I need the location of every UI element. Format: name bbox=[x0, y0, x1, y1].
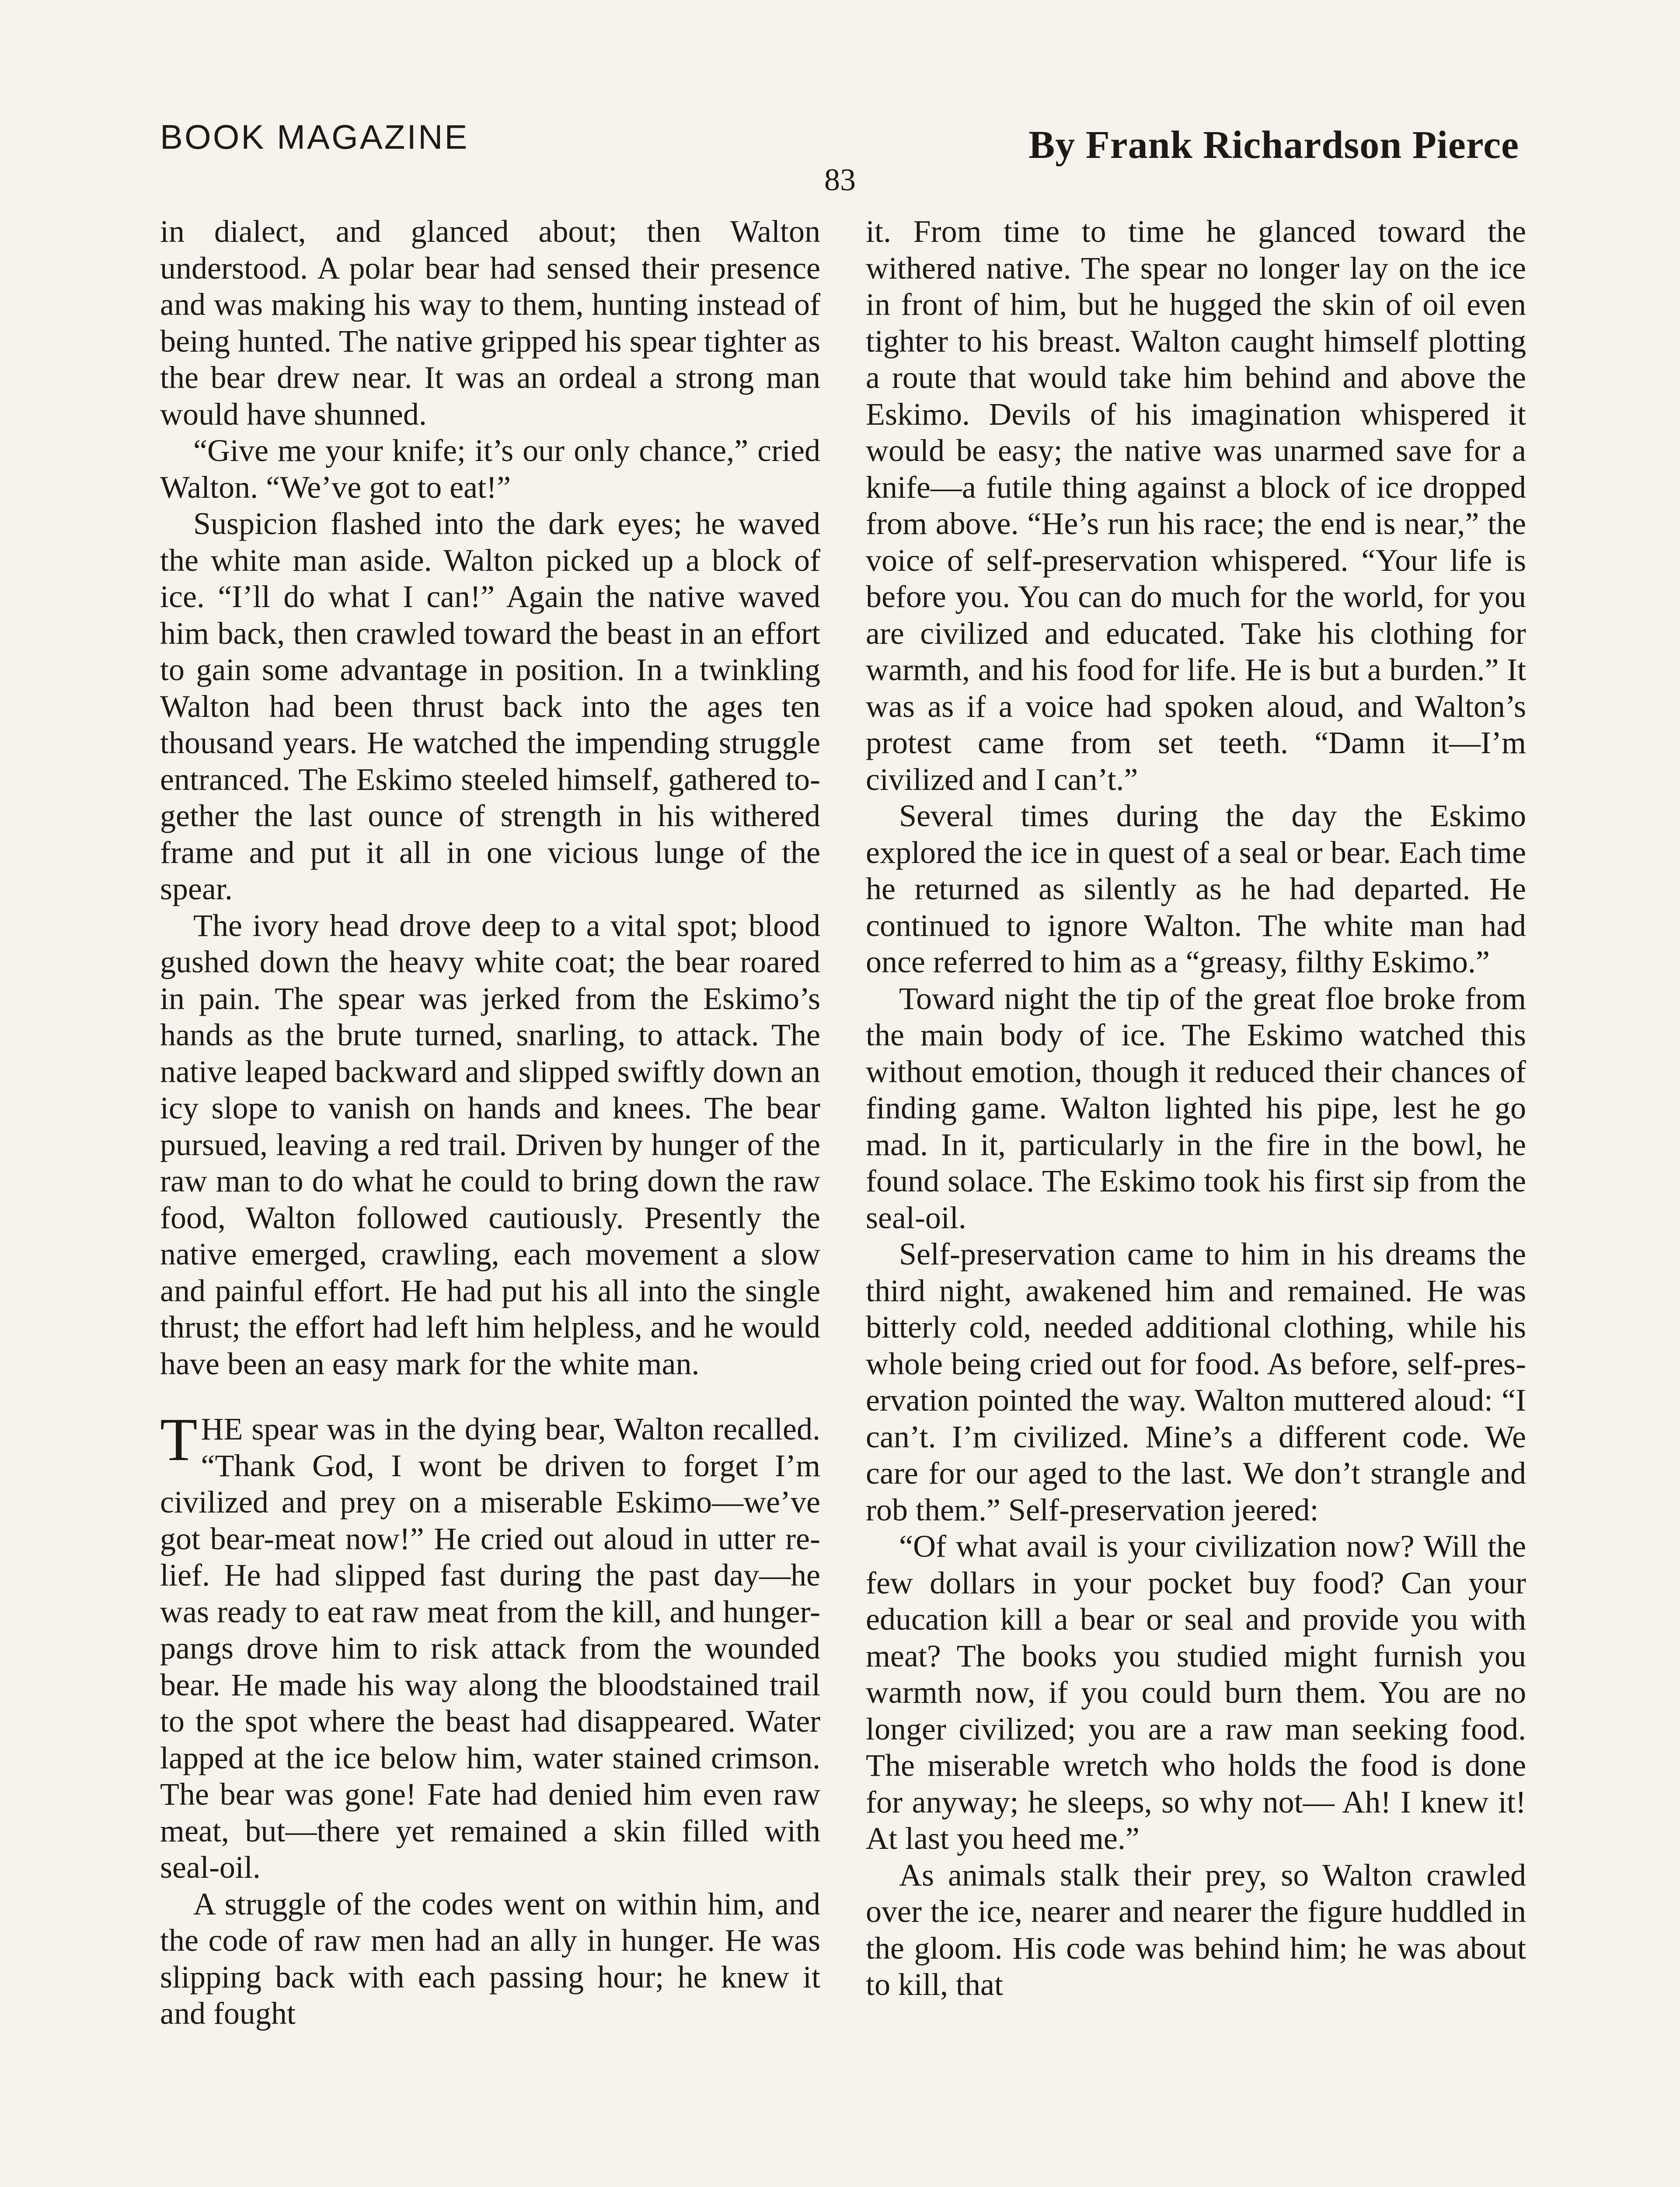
paragraph: “Of what avail is your civilization now? Will the few dollars in your pocket buy food? Can your education kill a bear or seal and provide you with meat? The books you studied might furnish you warmth now, if you could burn them. You are no longer civilized; you are a raw man seeking food. The miserable wretch who holds the food is done for anyway; he sleeps, so why not— Ah! I knew it! At last you heed me.” bbox=[866, 1529, 1526, 1856]
paragraph: Several times during the day the Eskimo explored the ice in quest of a seal or bear. Each time he returned as silently as he had departed. He continued to ignore Walton. The white man had once referred to him as a “greasy, filthy Eskimo.” bbox=[866, 798, 1526, 979]
magazine-title: BOOK MAGAZINE bbox=[160, 118, 469, 156]
right-column bbox=[866, 213, 1526, 2003]
paragraph-text: HE spear was in the dying bear, Walton recalled. “Thank God, I wont be driven to forget I’m civilized and prey on a miserable Eskimo—we’ve got bear-meat now!” He cried out aloud in utter relief. He had slipped fast during the past day—he was ready to eat raw meat from the kill, and hunger-pangs drove him to risk attack from the wounded bear. He made his way along the bloodstained trail to the spot where the beast had disappeared. Water lapped at the ice below him, water stained crimson. The bear was gone! Fate had denied him even raw meat, but—there yet remained a skin filled with seal-oil. bbox=[160, 1411, 820, 1885]
author-byline: By Frank Richardson Pierce bbox=[1028, 123, 1519, 167]
left-column bbox=[160, 213, 820, 2032]
paragraph: As animals stalk their prey, so Walton crawled over the ice, nearer and nearer the figure huddled in the gloom. His code was behind him; he was about to kill, that bbox=[866, 1857, 1526, 2002]
paragraph: Toward night the tip of the great floe broke from the main body of ice. The Eskimo watched this without emotion, though it reduced their chances of finding game. Walton lighted his pipe, lest he go mad. In it, particularly in the fire in the bowl, he found solace. The Eskimo took his first sip from the seal-oil. bbox=[866, 981, 1526, 1235]
paragraph: The ivory head drove deep to a vital spot; blood gushed down the heavy white coat; the bear roared in pain. The spear was jerked from the Eskimo’s hands as the brute turned, snarling, to attack. The native leaped backward and slipped swiftly down an icy slope to vanish on hands and knees. The bear pursued, leaving a red trail. Driven by hunger of the raw man to do what he could to bring down the raw food, Walton followed cautiously. Presently the native emerged, crawling, each movement a slow and painful effort. He had put his all into the single thrust; the effort had left him helpless, and he would have been an easy mark for the white man. bbox=[160, 908, 820, 1381]
drop-cap-letter: T bbox=[160, 1406, 198, 1474]
paragraph: it. From time to time he glanced toward the withered native. The spear no longer lay on the ice in front of him, but he hugged the skin of oil even tighter to his breast. Walton caught himself plotting a route that would take him behind and above the Eskimo. Devils of his imagination whispered it would be easy; the native was unarmed save for a knife—a futile thing against a block of ice dropped from above. “He’s run his race; the end is near,” the voice of self-preservation whispered. “Your life is before you. You can do much for the world, for you are civilized and educated. Take his clothing for warmth, and his food for life. He is but a burden.” It was as if a voice had spoken aloud, and Walton’s protest came from set teeth. “Damn it—I’m civilized and I can’t.” bbox=[866, 214, 1526, 797]
paragraph: in dialect, and glanced about; then Walton understood. A polar bear had sensed their presence and was making his way to them, hunting instead of being hunted. The native gripped his spear tighter as the bear drew near. It was an ordeal a strong man would have shunned. bbox=[160, 214, 820, 432]
paragraph: A struggle of the codes went on within him, and the code of raw men had an ally in hunger. He was slipping back with each passing hour; he knew it and fought bbox=[160, 1886, 820, 2031]
paragraph: “Give me your knife; it’s our only chance,” cried Walton. “We’ve got to eat!” bbox=[160, 433, 820, 505]
paragraph: Suspicion flashed into the dark eyes; he waved the white man aside. Walton picked up a block of ice. “I’ll do what I can!” Again the native waved him back, then crawled toward the beast in an effort to gain some advantage in position. In a twinkling Walton had been thrust back into the ages ten thousand years. He watched the impending struggle entranced. The Eskimo steeled himself, gathered together the last ounce of strength in his withered frame and put it all in one vicious lunge of the spear. bbox=[160, 506, 820, 906]
paragraph-drop-cap bbox=[160, 1406, 820, 1886]
page-number: 83 bbox=[824, 162, 856, 197]
paragraph: Self-preservation came to him in his dreams the third night, awakened him and remained. He was bitterly cold, needed additional clothing, while his whole being cried out for food. As before, self-preservation pointed the way. Walton muttered aloud: “I can’t. I’m civilized. Mine’s a different code. We care for our aged to the last. We don’t strangle and rob them.” Self-preservation jeered: bbox=[866, 1237, 1526, 1527]
